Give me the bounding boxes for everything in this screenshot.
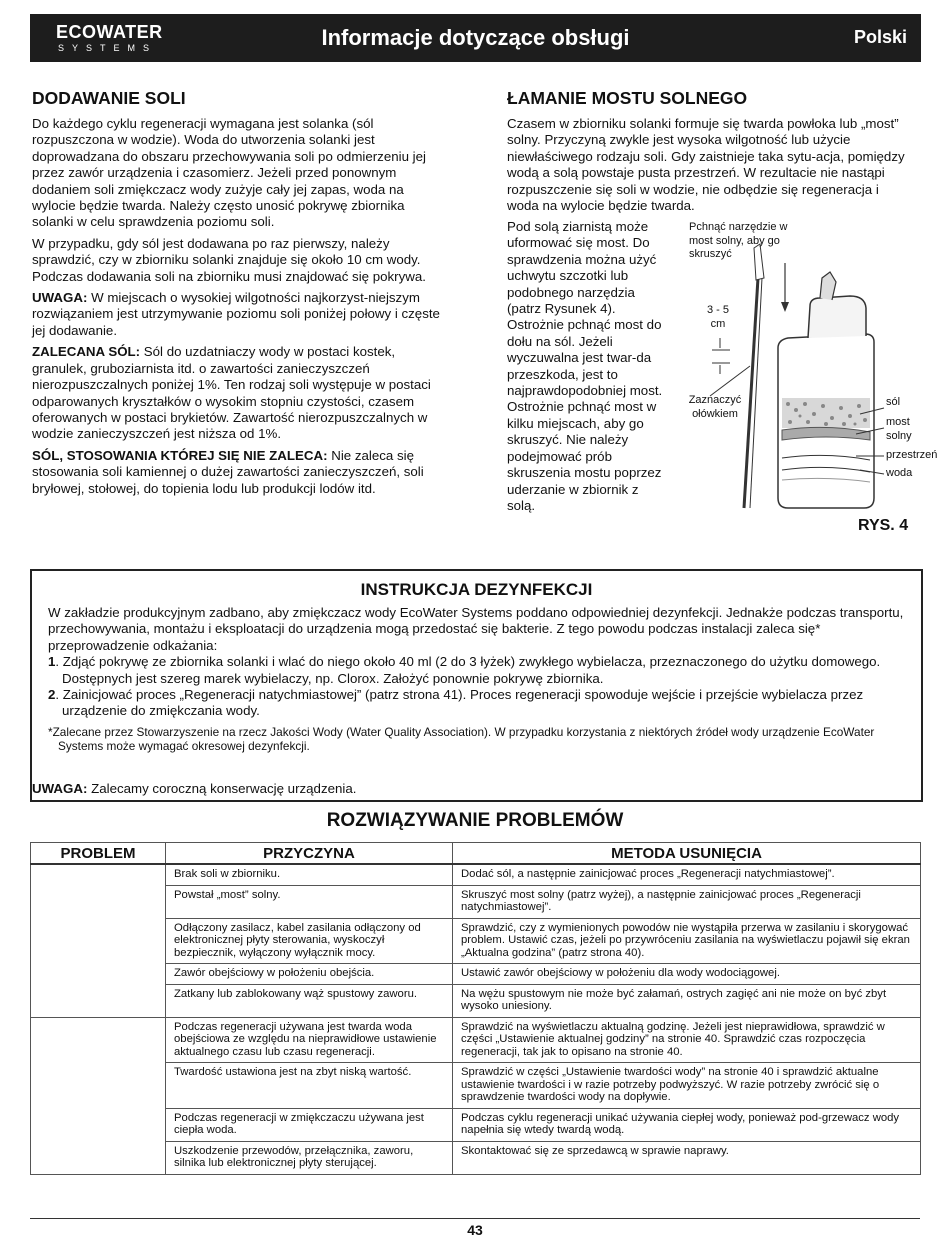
brine-tank-illustration xyxy=(660,218,950,548)
note-text: W miejscach o wysokiej wilgotności najkorzyst-niejszym rozwiązaniem jest utrzymywanie poziomu soli poniżej połowy i częste jej dodawanie. xyxy=(32,290,440,338)
table-row xyxy=(31,1017,921,1063)
dimension-label: 3 - 5 cm xyxy=(706,304,729,330)
not-recommended-salt xyxy=(32,448,442,497)
page-header xyxy=(30,14,921,62)
maintenance-note-text: Zalecamy coroczną konserwację urządzenia. xyxy=(87,781,357,796)
figure-4 xyxy=(660,218,950,548)
adding-salt-p1: Do każdego cyklu regeneracji wymagana jest solanka (sól rozpuszczona w wodzie). Woda do utworzenia solanki jest doprowadzana do obszaru przechowywania soli po odmierzeniu jej przez zawór urządzenia i czasomierz. Jeżeli przed ponownym dodaniem soli zmiękczacz wody zużyje cały jej zapas, woda na wylocie będzie twarda. Należy często unosić pokrywę zbiornika solanki w celu sprawdzenia poziomu soli. xyxy=(32,116,426,230)
column-header-problem: PROBLEM xyxy=(31,843,166,865)
recommended-salt-text: Sól do uzdatniaczy wody w postaci kostek, granulek, gruboziarnista itd. o zawartości zanieczyszczeń nierozpuszczalnych poniżej 1%. Ten rodzaj soli występuje w postaci odparowanych kryształków o wysokim stopniu czystości, czasem oferowanych w postaci brykietów. Zawartość nierozpuszczalnych w wodzie zanieczyszczeń jest niższa od 1%. xyxy=(32,344,431,442)
fix-cell: Dodać sól, a następnie zainicjować proces „Regeneracji natychmiastowej”. xyxy=(453,864,921,885)
logo-sub: SYSTEMS xyxy=(58,43,158,53)
disinfection-intro: W zakładzie produkcyjnym zadbano, aby zmiękczacz wody EcoWater Systems poddano odpowiedniej dezynfekcji. Jednakże podczas transportu, przechowywania, montażu i eksploatacji do urządzenia mogą przedostać się bakterie. Z tego powodu podczas instalacji zaleca się* przeprowadzenie odkażania: xyxy=(48,605,904,653)
cause-cell: Podczas regeneracji w zmiękczaczu używana jest ciepła woda. xyxy=(166,1108,453,1141)
disinfection-heading: INSTRUKCJA DEZYNFEKCJI xyxy=(360,580,593,599)
logo-main: ECOWATER xyxy=(56,22,163,42)
maintenance-note xyxy=(32,781,356,796)
cause-cell: Uszkodzenie przewodów, przełącznika, zaworu, silnika lub elektronicznej płyty sterującej. xyxy=(166,1141,453,1174)
page-title: Informacje dotyczące obsługi xyxy=(321,25,630,50)
space-label: przestrzeń xyxy=(886,449,938,461)
language-label: Polski xyxy=(853,27,907,47)
column-header-cause: PRZYCZYNA xyxy=(166,843,453,865)
not-recommended-salt-text: Nie zaleca się stosowania soli kamiennej o dużej zawartości zanieczyszczeń, soli bryłowej, stołowej, do topienia lodu lub produkcji lodów itd. xyxy=(32,447,424,496)
disinfection-step-1 xyxy=(48,654,908,687)
note-label: UWAGA: xyxy=(32,290,88,306)
troubleshooting-table xyxy=(30,842,921,1175)
cause-cell: Odłączony zasilacz, kabel zasilania odłączony od elektronicznej płyty sterowania, wyskoczył bezpiecznik, wyłączony wyłącznik mocy. xyxy=(166,918,453,964)
fix-cell: Na wężu spustowym nie może być załamań, ostrych zagięć ani nie może on być zbyt wysoko uniesiony. xyxy=(453,984,921,1017)
cause-cell: Zatkany lub zablokowany wąż spustowy zaworu. xyxy=(166,984,453,1017)
not-recommended-salt-label: SÓL, STOSOWANIA KTÓREJ SIĘ NIE ZALECA: xyxy=(32,447,328,463)
cause-cell: Powstał „most” solny. xyxy=(166,885,453,918)
page-number: 43 xyxy=(467,1222,483,1238)
table-header-row xyxy=(31,843,921,865)
problem-cell xyxy=(31,864,166,1017)
fix-cell: Sprawdzić w części „Ustawienie twardości wody” na stronie 40 i sprawdzić aktualne ustawienie twardości i w razie potrzeby podwyższyć. W razie potrzeby zwrócić się o sprawdzenie twardości wody na dopływie. xyxy=(453,1063,921,1109)
salt-label: sól xyxy=(886,396,901,408)
cause-cell: Brak soli w zbiorniku. xyxy=(166,864,453,885)
cause-cell: Twardość ustawiona jest na zbyt niską wartość. xyxy=(166,1063,453,1109)
problem-cell xyxy=(31,1017,166,1174)
disinfection-box xyxy=(30,569,923,802)
troubleshooting-title: ROZWIĄZYWANIE PROBLEMÓW xyxy=(326,810,624,831)
salt-bridge-heading: ŁAMANIE MOSTU SOLNEGO xyxy=(507,88,748,108)
recommended-salt xyxy=(32,344,442,442)
maintenance-note-label: UWAGA: xyxy=(32,781,88,796)
step-1-number: 1 xyxy=(48,654,56,670)
fix-cell: Podczas cyklu regeneracji unikać używania ciepłej wody, ponieważ pod-grzewacz wody napełnia się wtedy twardą wodą. xyxy=(453,1108,921,1141)
salt-bridge-p2: Pod solą ziarnistą może uformować się most. Do sprawdzenia można użyć uchwytu szczotki lub podobnego narzędzia (patrz Rysunek 4). Ostrożnie pchnąć most do dołu na sól. Jeżeli wyczuwalna jest twar-da przeszkoda, jest to najprawdopodobniej most. Ostrożnie pchnąć most w kilku miejscach, aby go skruszyć. Nie należy podejmować prób skruszenia mostu poprzez uderzanie w zbiornik z solą. xyxy=(507,219,663,513)
fix-cell: Ustawić zawór obejściowy w położeniu dla wody wodociągowej. xyxy=(453,964,921,985)
fix-cell: Sprawdzić, czy z wymienionych powodów nie wystąpiła przerwa w zasilaniu i skorygować problem. Ustawić czas, jeżeli po przywróceniu zasilania na wyświetlaczu pojawił się ekran „Aktualna godzina” (patrz strona 40). xyxy=(453,918,921,964)
push-tool-label: Pchnąć narzędzie w most solny, aby go skruszyć xyxy=(689,221,788,260)
adding-salt-note xyxy=(32,290,442,339)
bridge-label: most solny xyxy=(886,416,912,442)
adding-salt-p2: W przypadku, gdy sól jest dodawana po raz pierwszy, należy sprawdzić, czy w zbiorniku solanki znajduje się około 10 cm wody. Podczas dodawania soli na zbiorniku musi znajdować się pokrywa. xyxy=(32,235,426,284)
fix-cell: Skontaktować się ze sprzedawcą w sprawie naprawy. xyxy=(453,1141,921,1174)
figure-caption: RYS. 4 xyxy=(858,517,909,534)
salt-bridge-p1: Czasem w zbiorniku solanki formuje się twarda powłoka lub „most” solny. Przyczyną zwykle jest wysoka wilgotność lub użycie niewłaściwego rodzaju soli. Gdy zaistnieje taka sytu-acja, pomiędzy wodą a solą powstaje pusta przestrzeń. W rezultacie nie nastąpi rozpuszczenie się soli w wodzie, nie odbędzie się regeneracja i woda na wylocie będzie twarda. xyxy=(507,116,905,214)
step-1-text: . Zdjąć pokrywę ze zbiornika solanki i wlać do niego około 40 ml (2 do 3 łyżek) zwykłego wybielacza, przeznaczonego do użytku domowego. Dostępnych jest szereg marek wybielaczy, np. Clorox. Założyć ponownie pokrywę zbiornika. xyxy=(55,654,881,686)
cause-cell: Podczas regeneracji używana jest twarda woda obejściowa ze względu na nieprawidłowe ustawienie aktualnego czasu lub czasu regeneracji. xyxy=(166,1017,453,1063)
disinfection-step-2 xyxy=(48,687,908,720)
pencil-mark-label: Zaznaczyć ołówkiem xyxy=(688,394,742,420)
disinfection-body xyxy=(48,605,908,753)
salt-bridge-section xyxy=(507,88,912,214)
adding-salt-section xyxy=(32,88,442,502)
recommended-salt-label: ZALECANA SÓL: xyxy=(32,344,141,360)
column-header-fix: METODA USUNIĘCIA xyxy=(453,843,921,865)
footer-divider xyxy=(30,1218,920,1219)
table-row xyxy=(31,864,921,885)
adding-salt-heading: DODAWANIE SOLI xyxy=(32,88,186,108)
step-2-number: 2 xyxy=(48,687,56,703)
step-2-text: . Zainicjować proces „Regeneracji natychmiastowej” (patrz strona 41). Proces regeneracji spowoduje wejście i przejście wybielacza przez urządzenie do zmiękczania wody. xyxy=(55,687,864,719)
fix-cell: Skruszyć most solny (patrz wyżej), a następnie zainicjować proces „Regeneracji natychmiastowej”. xyxy=(453,885,921,918)
fix-cell: Sprawdzić na wyświetlaczu aktualną godzinę. Jeżeli jest nieprawidłowa, sprawdzić w części „Ustawienie aktualnej godziny” na stronie 40. Sprawdzić czas rozpoczęcia regeneracji, tak jak to opisano na stronie 40. xyxy=(453,1017,921,1063)
cause-cell: Zawór obejściowy w położeniu obejścia. xyxy=(166,964,453,985)
water-label: woda xyxy=(886,467,913,479)
disinfection-footnote: *Zalecane przez Stowarzyszenie na rzecz Jakości Wody (Water Quality Association). W przypadku korzystania z niektórych źródeł wody urządzenie EcoWater Systems może wymagać okresowej dezynfekcji. xyxy=(48,724,875,753)
